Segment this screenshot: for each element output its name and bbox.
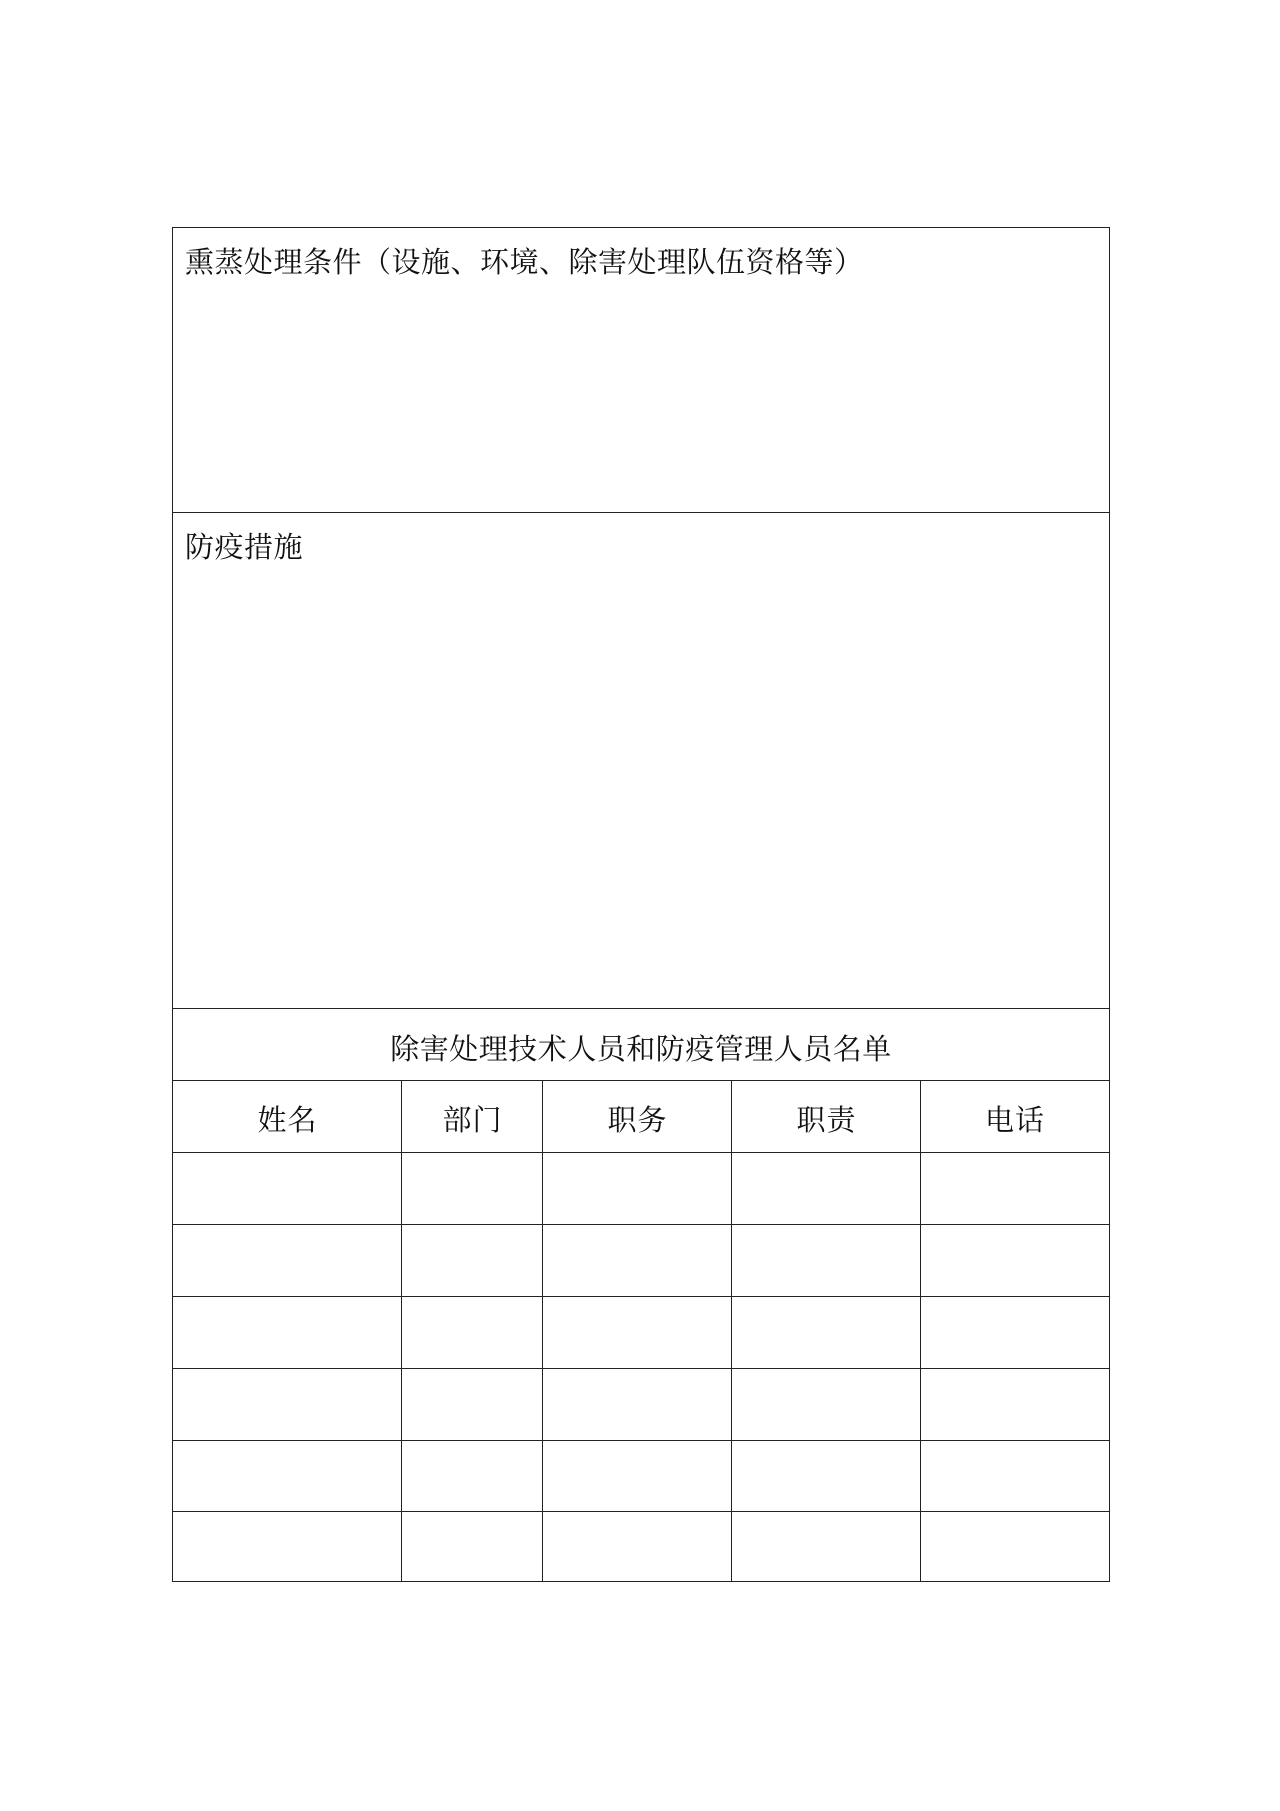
table-cell-name-row-3[interactable] bbox=[173, 1297, 401, 1368]
table-cell-name-row-1[interactable] bbox=[173, 1153, 401, 1224]
table-cell-position-row-5[interactable] bbox=[543, 1441, 731, 1511]
table-cell-name-row-6[interactable] bbox=[173, 1512, 401, 1581]
table-cell-department-row-6[interactable] bbox=[402, 1512, 542, 1581]
table-cell-position-row-1[interactable] bbox=[543, 1153, 731, 1224]
divider bbox=[173, 1080, 1109, 1081]
application-form-table bbox=[172, 227, 1110, 1582]
table-cell-department-row-1[interactable] bbox=[402, 1153, 542, 1224]
table-cell-duty-row-3[interactable] bbox=[732, 1297, 920, 1368]
table-cell-department-row-4[interactable] bbox=[402, 1369, 542, 1440]
table-cell-duty-row-5[interactable] bbox=[732, 1441, 920, 1511]
table-cell-name-row-5[interactable] bbox=[173, 1441, 401, 1511]
personnel-list-title: 除害处理技术人员和防疫管理人员名单 bbox=[390, 1032, 892, 1066]
column-header-position: 职务 bbox=[607, 1103, 668, 1137]
table-cell-department-row-5[interactable] bbox=[402, 1441, 542, 1511]
table-cell-duty-row-4[interactable] bbox=[732, 1369, 920, 1440]
table-cell-phone-row-5[interactable] bbox=[921, 1441, 1109, 1511]
table-cell-phone-row-3[interactable] bbox=[921, 1297, 1109, 1368]
column-header-name: 姓名 bbox=[257, 1103, 318, 1137]
table-cell-department-row-2[interactable] bbox=[402, 1225, 542, 1296]
fumigation-conditions-label: 熏蒸处理条件（设施、环境、除害处理队伍资格等） bbox=[185, 245, 864, 279]
table-cell-duty-row-2[interactable] bbox=[732, 1225, 920, 1296]
fumigation-conditions-section[interactable] bbox=[173, 228, 1109, 512]
divider bbox=[173, 1008, 1109, 1009]
table-cell-position-row-3[interactable] bbox=[543, 1297, 731, 1368]
table-cell-position-row-6[interactable] bbox=[543, 1512, 731, 1581]
epidemic-prevention-label: 防疫措施 bbox=[185, 530, 304, 564]
table-cell-position-row-4[interactable] bbox=[543, 1369, 731, 1440]
table-cell-department-row-3[interactable] bbox=[402, 1297, 542, 1368]
table-cell-duty-row-6[interactable] bbox=[732, 1512, 920, 1581]
table-cell-name-row-2[interactable] bbox=[173, 1225, 401, 1296]
table-cell-phone-row-2[interactable] bbox=[921, 1225, 1109, 1296]
column-header-phone: 电话 bbox=[984, 1103, 1045, 1137]
table-cell-duty-row-1[interactable] bbox=[732, 1153, 920, 1224]
column-header-department: 部门 bbox=[442, 1103, 503, 1137]
column-header-duty: 职责 bbox=[796, 1103, 857, 1137]
epidemic-prevention-section[interactable] bbox=[173, 513, 1109, 1008]
table-cell-phone-row-1[interactable] bbox=[921, 1153, 1109, 1224]
table-cell-name-row-4[interactable] bbox=[173, 1369, 401, 1440]
table-cell-position-row-2[interactable] bbox=[543, 1225, 731, 1296]
table-cell-phone-row-6[interactable] bbox=[921, 1512, 1109, 1581]
table-cell-phone-row-4[interactable] bbox=[921, 1369, 1109, 1440]
